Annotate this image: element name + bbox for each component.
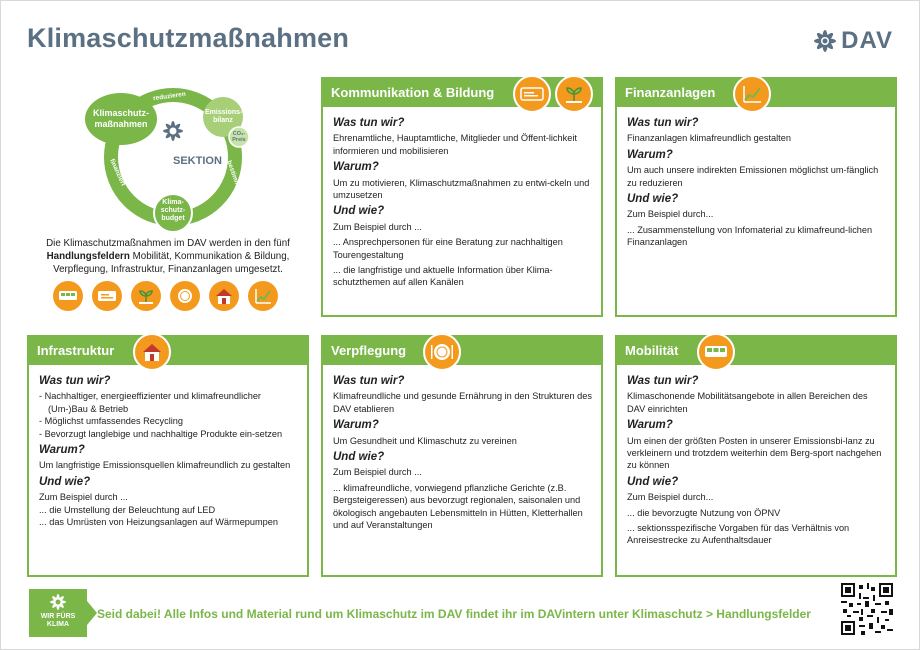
plant-icon xyxy=(131,281,161,311)
question-what: Was tun wir? xyxy=(39,375,111,387)
dav-logo xyxy=(812,27,893,55)
answer-why: Um einen der größten Posten in unserer Emissionsbi-lanz zu verkleinern und trotzdem weiterhin dem Berg-sport nachgehen zu können xyxy=(627,435,882,471)
answer-how-intro: Zum Beispiel durch... xyxy=(627,209,714,220)
chart-icon xyxy=(248,281,278,311)
panel-body xyxy=(39,375,299,528)
question-how: Und wie? xyxy=(333,205,385,218)
panel-header: Finanzanlagen xyxy=(615,77,897,107)
question-why: Warum? xyxy=(333,419,379,432)
bus-icon xyxy=(53,281,83,311)
cycle-diagram xyxy=(81,73,281,233)
answer-why: Um auch unsere indirekten Emissionen möglichst um-fänglich zu reduzieren xyxy=(627,165,879,188)
panel-body xyxy=(627,375,887,550)
answer-why: Um Gesundheit und Klimaschutz zu vereinen xyxy=(333,435,517,446)
answer-why: Um langfristige Emissionsquellen klimafreundlich zu gestalten xyxy=(39,460,291,471)
cycle-finance-label: finanziert xyxy=(108,157,127,188)
plate-icon xyxy=(423,333,461,371)
panel-icons xyxy=(133,333,171,371)
intro-bold: Handlungsfeldern xyxy=(46,251,130,262)
question-how: Und wie? xyxy=(333,451,385,464)
cycle-main-label: Klimaschutz- maßnahmen xyxy=(92,108,149,129)
cycle-emissions-label: Emissions- bilanz xyxy=(205,109,243,124)
answer-how-1: ... Zusammenstellung von Infomaterial zu klimafreund-lichen Finanzanlagen xyxy=(627,224,873,248)
question-how: Und wie? xyxy=(627,475,679,488)
badge-text: WIR FÜRS KLIMA xyxy=(40,613,76,628)
list-item: - Bevorzugt langlebige und nachhaltige Produkte ein-setzen xyxy=(39,428,283,439)
field-icon-row xyxy=(53,281,278,311)
panel-header: Kommunikation & Bildung xyxy=(321,77,603,107)
panel-icons xyxy=(513,75,593,113)
house-icon xyxy=(133,333,171,371)
cycle-co2-label: CO₂- Preis xyxy=(232,131,246,143)
panel-header: Verpflegung xyxy=(321,335,603,365)
wir-fuers-klima-badge xyxy=(29,589,87,637)
house-icon xyxy=(209,281,239,311)
answer-how-1: ... Ansprechpersonen für eine Beratung zur nachhaltigen Tourengestaltung xyxy=(333,237,563,260)
answer-why: Um zu motivieren, Klimaschutzmaßnahmen zu entwi-ckeln und umzusetzen xyxy=(333,177,590,201)
plant-icon xyxy=(555,75,593,113)
panel-header: Mobilität xyxy=(615,335,897,365)
qr-code[interactable] xyxy=(841,583,893,635)
cycle-budget-label: Klima- schutz- budget xyxy=(160,199,186,222)
intro-text xyxy=(27,237,309,276)
answer-what: Klimaschonende Mobilitätsangebote in allen Bereichen des DAV einrichten xyxy=(627,391,868,414)
panel-header: Infrastruktur xyxy=(27,335,309,365)
question-how: Und wie? xyxy=(627,193,679,206)
answer-how-2: ... die langfristige und aktuelle Information über Klima-schutzthemen auf allen Kanälen xyxy=(333,265,553,288)
answer-how-intro: Zum Beispiel durch ... xyxy=(333,221,422,232)
answer-what: Klimafreundliche und gesunde Ernährung in den Strukturen des DAV etablieren xyxy=(333,391,592,414)
answer-how-2: ... sektionsspezifische Vorgaben für das Verhältnis von Anreisestrecke zu Aufenthaltsdauer xyxy=(627,523,850,546)
logo-text: DAV xyxy=(841,27,893,54)
answer-how-2: ... das Umrüsten von Heizungsanlagen auf Wärmepumpen xyxy=(39,517,279,528)
answer-how-1: ... klimafreundliche, vorwiegend pflanzliche Gerichte (z.B. Bergsteigeressen) aus bevorzugt regionalen, saisonalen und ökologisch angebauten Lebensmitteln in Hütten, Kletterhallen und auf Veranstaltungen xyxy=(333,482,583,531)
footer-arrow xyxy=(87,601,97,625)
question-what: Was tun wir? xyxy=(333,375,405,387)
answer-what: Finanzanlagen klimafreundlich gestalten xyxy=(627,133,791,144)
panel-mobilitaet xyxy=(615,335,897,577)
question-why: Warum? xyxy=(627,419,673,432)
cycle-main-node xyxy=(85,93,157,145)
panel-infrastruktur xyxy=(27,335,309,577)
panel-icons xyxy=(697,333,735,371)
question-why: Warum? xyxy=(333,161,379,174)
intro-before: Die Klimaschutzmaßnahmen im DAV werden in den fünf xyxy=(46,238,290,249)
question-what: Was tun wir? xyxy=(333,117,405,129)
screen-icon xyxy=(513,75,551,113)
edelweiss-icon xyxy=(812,28,838,54)
footer-text: Seid dabei! Alle Infos und Material rund um Klimaschutz im DAV findet ihr im DAVintern unter Klimaschutz > Handlungsfelder xyxy=(97,607,811,621)
question-why: Warum? xyxy=(627,148,673,161)
page-title: Klimaschutzmaßnahmen xyxy=(27,23,350,53)
question-why: Warum? xyxy=(39,444,85,457)
question-how: Und wie? xyxy=(39,475,91,488)
panel-body xyxy=(627,117,887,252)
cycle-center-label: SEKTION xyxy=(173,155,222,167)
answer-how-intro: Zum Beispiel durch ... xyxy=(39,492,128,503)
panel-kommunikation xyxy=(321,77,603,317)
cycle-reduce-label: reduzieren xyxy=(152,90,187,103)
answer-how-1: ... die bevorzugte Nutzung von ÖPNV xyxy=(627,507,781,518)
answer-how-intro: Zum Beispiel durch... xyxy=(627,492,714,503)
question-what: Was tun wir? xyxy=(627,375,699,387)
panel-body xyxy=(333,375,593,534)
question-what: Was tun wir? xyxy=(627,117,699,129)
plate-icon xyxy=(170,281,200,311)
bus-icon xyxy=(697,333,735,371)
intro-after: Mobilität, Kommunikation & Bildung, Verpflegung, Infrastruktur, Finanzanlagen umgesetzt. xyxy=(53,251,290,275)
panel-icons xyxy=(423,333,461,371)
panel-icons xyxy=(733,75,771,113)
panel-body xyxy=(333,117,593,292)
screen-icon xyxy=(92,281,122,311)
panel-finanzanlagen xyxy=(615,77,897,317)
cycle-determine-label: bestimmt xyxy=(225,159,242,190)
answer-what: Ehrenamtliche, Hauptamtliche, Mitglieder und Öffent-lichkeit informieren und mobilisieren xyxy=(333,133,577,156)
answer-how-1: ... die Umstellung der Beleuchtung auf LED xyxy=(39,504,216,515)
answer-what-list xyxy=(39,390,299,440)
list-item: - Möglichst umfassendes Recycling xyxy=(39,416,183,427)
chart-icon xyxy=(733,75,771,113)
answer-how-intro: Zum Beispiel durch ... xyxy=(333,467,422,478)
edelweiss-icon xyxy=(49,593,67,611)
panel-verpflegung xyxy=(321,335,603,577)
list-item: - Nachhaltiger, energieeffizienter und klimafreundlicher (Um-)Bau & Betrieb xyxy=(39,391,261,414)
